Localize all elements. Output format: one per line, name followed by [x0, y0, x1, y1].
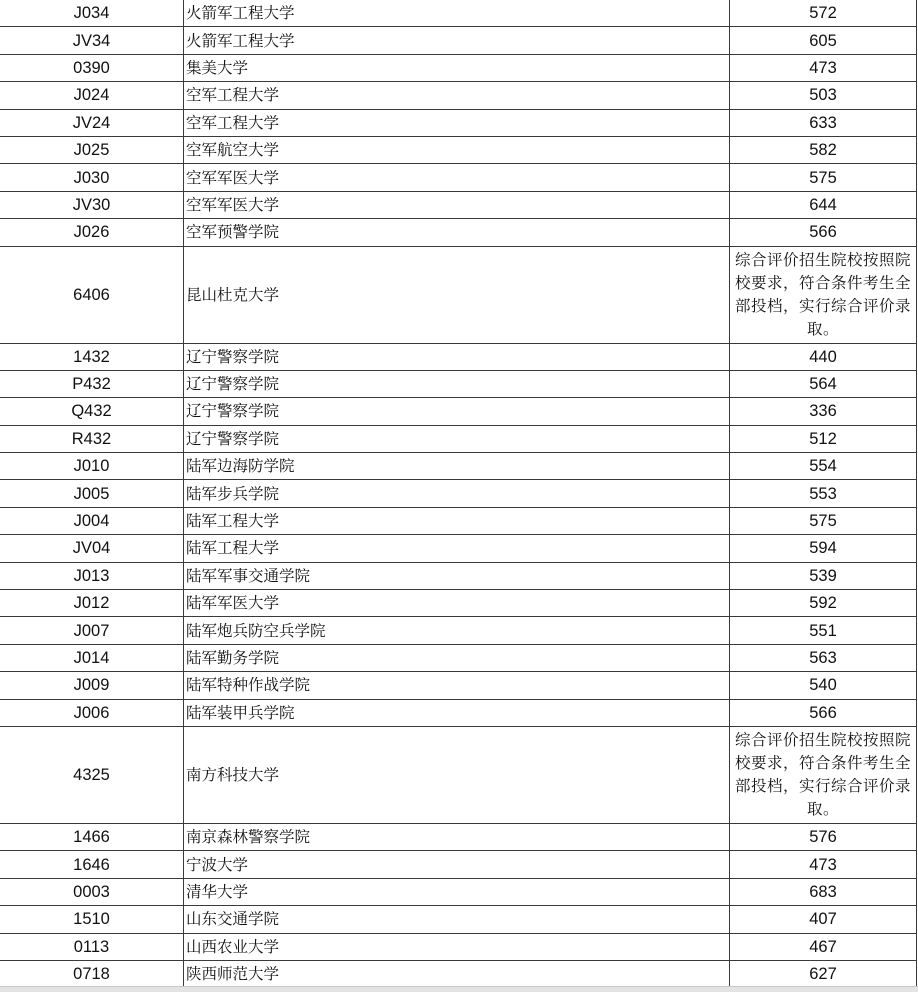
score-cell[interactable]: 563 — [730, 644, 917, 671]
school-name-cell[interactable]: 陆军步兵学院 — [184, 480, 730, 507]
school-code-cell[interactable]: Q432 — [0, 398, 184, 425]
school-code-cell[interactable]: JV24 — [0, 109, 184, 136]
school-name-cell[interactable]: 陆军特种作战学院 — [184, 672, 730, 699]
table-row — [0, 370, 917, 397]
score-cell[interactable]: 473 — [730, 851, 917, 878]
school-code-cell[interactable]: J013 — [0, 562, 184, 589]
table-row — [0, 644, 917, 671]
school-code-cell[interactable]: J026 — [0, 219, 184, 246]
table-row — [0, 246, 917, 343]
table-row — [0, 933, 917, 960]
table-row — [0, 453, 917, 480]
table-row — [0, 164, 917, 191]
table-row — [0, 507, 917, 534]
table-row — [0, 0, 917, 27]
school-code-cell[interactable]: 1510 — [0, 906, 184, 933]
score-cell[interactable]: 综合评价招生院校按照院校要求，符合条件考生全部投档，实行综合评价录取。 — [730, 726, 917, 823]
school-code-cell[interactable]: J030 — [0, 164, 184, 191]
school-name-cell[interactable]: 空军航空大学 — [184, 136, 730, 163]
school-name-cell[interactable]: 陆军边海防学院 — [184, 453, 730, 480]
school-name-cell[interactable]: 空军军医大学 — [184, 164, 730, 191]
school-code-cell[interactable]: 0718 — [0, 960, 184, 987]
table-row — [0, 136, 917, 163]
school-name-cell[interactable]: 陆军军事交通学院 — [184, 562, 730, 589]
school-code-cell[interactable]: J006 — [0, 699, 184, 726]
school-code-cell[interactable]: J007 — [0, 617, 184, 644]
score-cell[interactable]: 407 — [730, 906, 917, 933]
school-name-cell[interactable]: 清华大学 — [184, 878, 730, 905]
table-row — [0, 54, 917, 81]
table-row — [0, 672, 917, 699]
score-cell[interactable]: 605 — [730, 27, 917, 54]
score-cell[interactable]: 336 — [730, 398, 917, 425]
school-name-cell[interactable]: 山东交通学院 — [184, 906, 730, 933]
score-cell[interactable]: 592 — [730, 590, 917, 617]
school-name-cell[interactable]: 陆军炮兵防空兵学院 — [184, 617, 730, 644]
score-cell[interactable]: 503 — [730, 82, 917, 109]
school-name-cell[interactable]: 辽宁警察学院 — [184, 425, 730, 452]
school-name-cell[interactable]: 陕西师范大学 — [184, 960, 730, 987]
table-row — [0, 699, 917, 726]
table-row — [0, 425, 917, 452]
score-cell[interactable]: 566 — [730, 699, 917, 726]
table-row — [0, 617, 917, 644]
score-cell[interactable]: 539 — [730, 562, 917, 589]
table-row — [0, 726, 917, 823]
school-name-cell[interactable]: 空军工程大学 — [184, 109, 730, 136]
school-name-cell[interactable]: 陆军工程大学 — [184, 535, 730, 562]
school-code-cell[interactable]: JV34 — [0, 27, 184, 54]
school-code-cell[interactable]: 4325 — [0, 726, 184, 823]
score-cell[interactable]: 467 — [730, 933, 917, 960]
school-code-cell[interactable]: 1646 — [0, 851, 184, 878]
table-row — [0, 191, 917, 218]
school-name-cell[interactable]: 陆军装甲兵学院 — [184, 699, 730, 726]
school-name-cell[interactable]: 空军工程大学 — [184, 82, 730, 109]
score-cell[interactable]: 512 — [730, 425, 917, 452]
school-code-cell[interactable]: 1466 — [0, 823, 184, 850]
school-code-cell[interactable]: J034 — [0, 0, 184, 27]
score-cell[interactable]: 473 — [730, 54, 917, 81]
school-name-cell[interactable]: 陆军勤务学院 — [184, 644, 730, 671]
school-name-cell[interactable]: 火箭军工程大学 — [184, 27, 730, 54]
score-cell[interactable]: 551 — [730, 617, 917, 644]
school-code-cell[interactable]: P432 — [0, 370, 184, 397]
table-row — [0, 562, 917, 589]
school-code-cell[interactable]: JV04 — [0, 535, 184, 562]
school-name-cell[interactable]: 陆军军医大学 — [184, 590, 730, 617]
school-code-cell[interactable]: J014 — [0, 644, 184, 671]
school-name-cell[interactable]: 南方科技大学 — [184, 726, 730, 823]
table-row — [0, 590, 917, 617]
school-name-cell[interactable]: 宁波大学 — [184, 851, 730, 878]
school-name-cell[interactable]: 空军军医大学 — [184, 191, 730, 218]
horizontal-scrollbar-area[interactable] — [0, 986, 918, 992]
school-code-cell[interactable]: J005 — [0, 480, 184, 507]
school-name-cell[interactable]: 空军预警学院 — [184, 219, 730, 246]
table-row — [0, 906, 917, 933]
score-cell[interactable]: 564 — [730, 370, 917, 397]
school-name-cell[interactable]: 辽宁警察学院 — [184, 343, 730, 370]
school-name-cell[interactable]: 山西农业大学 — [184, 933, 730, 960]
score-cell[interactable]: 644 — [730, 191, 917, 218]
score-cell[interactable]: 554 — [730, 453, 917, 480]
school-code-cell[interactable]: 0390 — [0, 54, 184, 81]
table-row — [0, 823, 917, 850]
score-cell[interactable]: 683 — [730, 878, 917, 905]
school-code-cell[interactable]: J025 — [0, 136, 184, 163]
score-cell[interactable]: 576 — [730, 823, 917, 850]
table-row — [0, 82, 917, 109]
school-name-cell[interactable]: 集美大学 — [184, 54, 730, 81]
table-row — [0, 851, 917, 878]
score-cell[interactable]: 575 — [730, 507, 917, 534]
table-row — [0, 219, 917, 246]
table-row — [0, 343, 917, 370]
school-name-cell[interactable]: 火箭军工程大学 — [184, 0, 730, 27]
school-name-cell[interactable]: 南京森林警察学院 — [184, 823, 730, 850]
score-cell[interactable]: 综合评价招生院校按照院校要求，符合条件考生全部投档，实行综合评价录取。 — [730, 246, 917, 343]
score-cell[interactable]: 633 — [730, 109, 917, 136]
school-code-cell[interactable]: 0113 — [0, 933, 184, 960]
table-row — [0, 878, 917, 905]
table-row — [0, 109, 917, 136]
school-code-cell[interactable]: R432 — [0, 425, 184, 452]
table-row — [0, 480, 917, 507]
school-code-cell[interactable]: J012 — [0, 590, 184, 617]
school-code-cell[interactable]: J024 — [0, 82, 184, 109]
score-cell[interactable]: 440 — [730, 343, 917, 370]
school-code-cell[interactable]: JV30 — [0, 191, 184, 218]
table-row — [0, 398, 917, 425]
school-code-cell[interactable]: J010 — [0, 453, 184, 480]
school-name-cell[interactable]: 陆军工程大学 — [184, 507, 730, 534]
score-cell[interactable]: 582 — [730, 136, 917, 163]
school-name-cell[interactable]: 辽宁警察学院 — [184, 398, 730, 425]
school-name-cell[interactable]: 昆山杜克大学 — [184, 246, 730, 343]
school-name-cell[interactable]: 辽宁警察学院 — [184, 370, 730, 397]
score-cell[interactable]: 575 — [730, 164, 917, 191]
score-cell[interactable]: 553 — [730, 480, 917, 507]
school-code-cell[interactable]: 6406 — [0, 246, 184, 343]
school-code-cell[interactable]: 0003 — [0, 878, 184, 905]
score-cell[interactable]: 594 — [730, 535, 917, 562]
table-row — [0, 960, 917, 987]
table-row — [0, 27, 917, 54]
school-code-cell[interactable]: 1432 — [0, 343, 184, 370]
score-cell[interactable]: 627 — [730, 960, 917, 987]
score-cell[interactable]: 540 — [730, 672, 917, 699]
school-code-cell[interactable]: J009 — [0, 672, 184, 699]
table-row — [0, 535, 917, 562]
score-cell[interactable]: 566 — [730, 219, 917, 246]
score-cell[interactable]: 572 — [730, 0, 917, 27]
school-code-cell[interactable]: J004 — [0, 507, 184, 534]
